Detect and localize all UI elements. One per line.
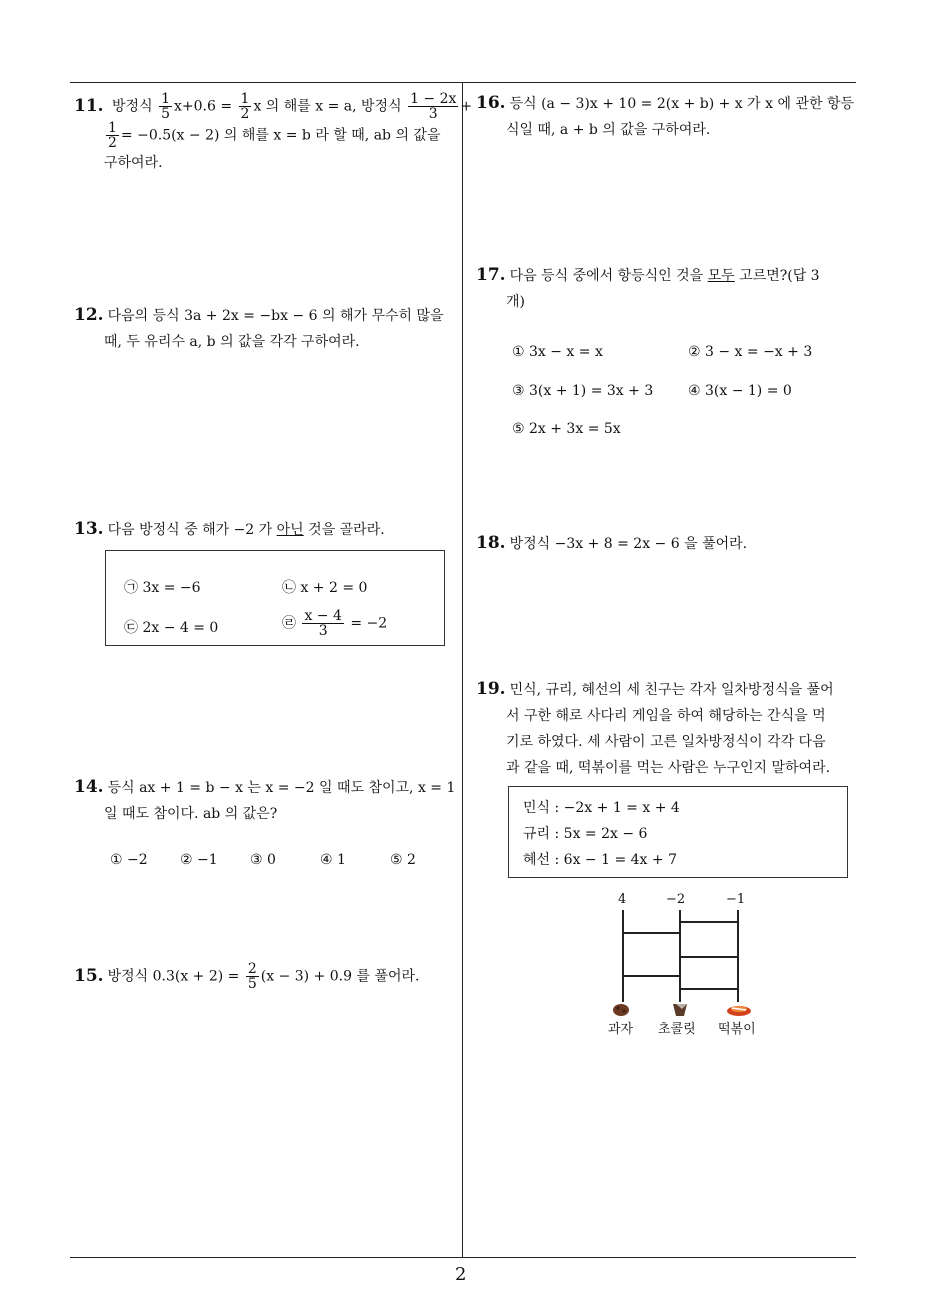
question-19-line-3: 기로 하였다. 세 사람이 고른 일차방정식이 각각 다음	[506, 734, 826, 750]
option-b[interactable]: ㉡ x + 2 = 0	[282, 580, 368, 596]
question-14-option-1[interactable]: ① −2	[110, 852, 148, 868]
fraction: $\frac{1}{5}$	[161, 91, 170, 122]
question-15	[74, 962, 458, 991]
question-14-option-3[interactable]: ③ 0	[250, 852, 276, 868]
question-12-line-2: 때, 두 유리수 a, b 의 값을 각각 구하여라.	[104, 334, 360, 350]
question-11-text: = −0.5(x − 2) 의 해를 x = b 라 할 때, ab 의 값을	[120, 127, 441, 144]
question-17-emphasis: 모두	[707, 268, 735, 284]
fraction: $\frac{2}{5}$	[247, 961, 257, 992]
equation-minsik: 민식 : −2x + 1 = x + 4	[523, 800, 680, 816]
ladder-top-label: −2	[666, 892, 686, 907]
question-13-text: 다음 방정식 중 해가 −2 가	[107, 522, 273, 538]
question-17-text: 고르면?(답 3	[739, 268, 820, 284]
question-17-number: 17.	[476, 265, 506, 285]
question-11-line-3: 구하여라.	[104, 155, 163, 171]
question-14-text: 등식 ax + 1 = b − x 는 x = −2 일 때도 참이고, x = 1	[107, 780, 456, 796]
tteokbokki-icon	[727, 1006, 751, 1016]
column-divider	[462, 82, 463, 1258]
question-13-emphasis: 아닌	[276, 522, 304, 538]
question-19-line-2: 서 구한 해로 사다리 게임을 하여 해당하는 간식을 먹	[506, 708, 826, 724]
question-13	[74, 516, 458, 543]
question-19-line-1	[476, 676, 866, 703]
question-15-number: 15.	[74, 965, 104, 986]
fraction: $\frac{1}{2}$	[108, 120, 117, 151]
fraction: $\frac{1}{2}$	[240, 91, 250, 122]
question-17-line-1	[476, 262, 860, 289]
question-17-option-1[interactable]: ① 3x − x = x	[512, 344, 603, 360]
question-11-text: +	[460, 98, 473, 115]
question-13-number: 13.	[74, 519, 104, 539]
question-14-option-4[interactable]: ④ 1	[320, 852, 346, 868]
fraction: $\frac{1 - 2x}{3}$	[410, 91, 457, 122]
option-c[interactable]: ㉢ 2x − 4 = 0	[124, 620, 219, 636]
question-15-text: 방정식 0.3(x + 2) =	[107, 968, 240, 985]
question-15-text: (x − 3) + 0.9 를 풀어라.	[260, 968, 420, 985]
question-17-option-4[interactable]: ④ 3(x − 1) = 0	[688, 383, 792, 399]
question-17-option-2[interactable]: ② 3 − x = −x + 3	[688, 344, 813, 360]
page-number: 2	[455, 1264, 467, 1285]
equation-hyeseon: 혜선 : 6x − 1 = 4x + 7	[523, 852, 677, 868]
question-18	[476, 530, 860, 557]
question-12-number: 12.	[74, 305, 104, 325]
question-13-options-box	[105, 550, 445, 646]
question-18-text: 방정식 −3x + 8 = 2x − 6 을 풀어라.	[509, 536, 748, 552]
question-19-equations-box	[508, 786, 848, 878]
question-14-option-5[interactable]: ⑤ 2	[390, 852, 416, 868]
cookie-icon	[613, 1004, 629, 1016]
top-rule	[70, 82, 856, 83]
question-11	[74, 91, 473, 176]
question-19-text: 민식, 규리, 혜선의 세 친구는 각자 일차방정식을 풀어	[509, 682, 834, 698]
question-16-number: 16.	[476, 93, 506, 113]
question-19	[476, 676, 866, 781]
question-18-number: 18.	[476, 533, 506, 553]
question-14	[74, 774, 458, 827]
question-17-line-2: 개)	[506, 294, 525, 310]
question-17-text: 다음 등식 중에서 항등식인 것을	[509, 268, 704, 284]
question-19-number: 19.	[476, 679, 506, 699]
question-11-line-2	[74, 121, 458, 150]
question-14-line-2: 일 때도 참이다. ab 의 값은?	[104, 806, 278, 822]
snack-label-cookie: 과자	[608, 1022, 634, 1037]
question-14-option-2[interactable]: ② −1	[180, 852, 218, 868]
question-12-line-1	[74, 302, 458, 329]
ladder-diagram	[596, 890, 776, 1040]
question-11-text: 방정식	[112, 98, 153, 115]
question-12	[74, 302, 458, 355]
question-11-text: x+0.6 =	[173, 98, 233, 115]
question-19-line-4: 과 같을 때, 떡볶이를 먹는 사람은 누구인지 말하여라.	[506, 760, 831, 776]
equation-gyuri: 규리 : 5x = 2x − 6	[523, 826, 648, 842]
question-17	[476, 262, 860, 315]
question-16-line-2: 식일 때, a + b 의 값을 구하여라.	[506, 122, 711, 138]
snack-label-chocolate: 초콜릿	[658, 1022, 696, 1037]
question-12-text: 다음의 등식 3a + 2x = −bx − 6 의 해가 무수히 많을	[107, 308, 444, 324]
question-16	[476, 90, 860, 143]
ladder-top-label: −1	[726, 892, 746, 907]
question-17-option-3[interactable]: ③ 3(x + 1) = 3x + 3	[512, 383, 654, 399]
question-11-number: 11.	[74, 95, 104, 116]
question-16-text: 등식 (a − 3)x + 10 = 2(x + b) + x 가 x 에 관한 항등	[509, 96, 854, 112]
snack-label-tteokbokki: 떡볶이	[718, 1022, 756, 1037]
chocolate-icon	[673, 1004, 687, 1016]
question-14-line-1	[74, 774, 458, 801]
question-14-number: 14.	[74, 777, 104, 797]
bottom-rule	[70, 1257, 856, 1258]
option-d[interactable]: ㉣ $\frac{x - 4}{3}$ = −2	[282, 608, 388, 639]
question-17-option-5[interactable]: ⑤ 2x + 3x = 5x	[512, 421, 621, 437]
question-11-text: x 의 해를 x = a, 방정식	[253, 98, 402, 115]
question-11-line-1	[74, 91, 473, 122]
question-13-text: 것을 골라라.	[308, 522, 385, 538]
option-a[interactable]: ㉠ 3x = −6	[124, 580, 201, 596]
question-16-line-1	[476, 90, 860, 117]
ladder-top-label: 4	[618, 892, 627, 907]
